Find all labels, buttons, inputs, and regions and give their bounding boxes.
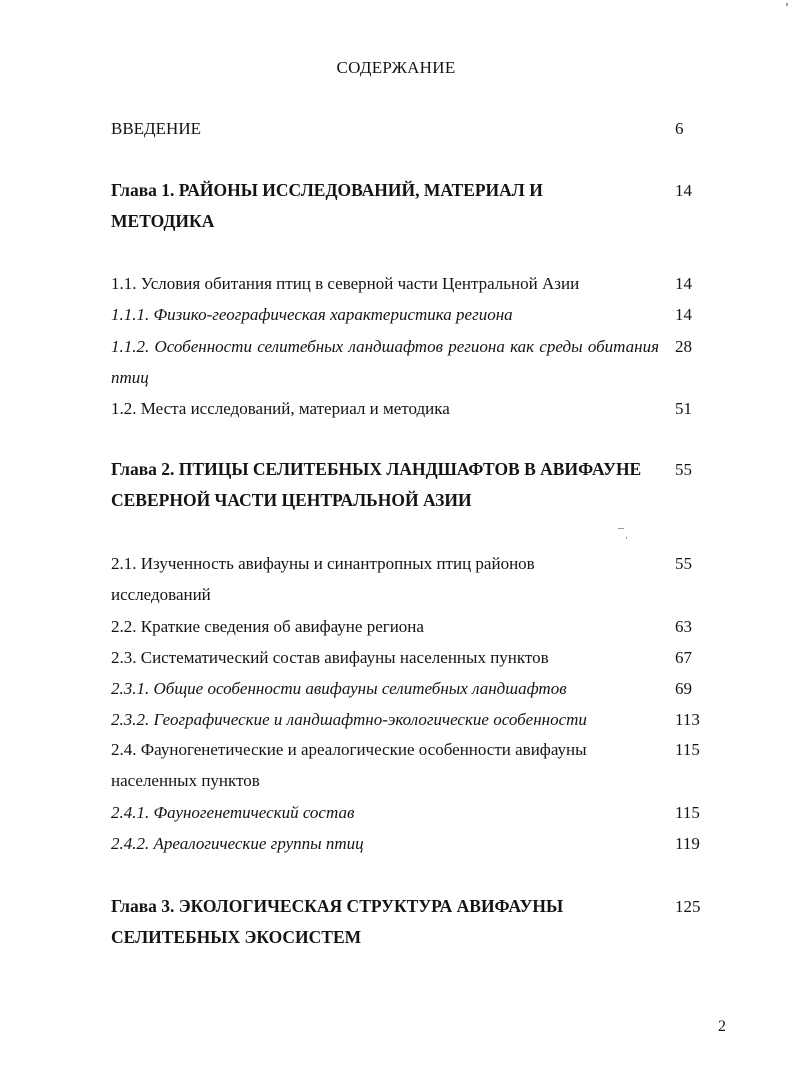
toc-entry-page: 14 [675,274,692,293]
toc-section-2-2 [111,611,707,642]
scan-speck [626,537,627,539]
toc-entry-text: 2.1. Изученность авифауны и синантропных птиц районов исследований [111,554,535,604]
toc-entry-page: 6 [675,119,684,138]
toc-subsection-1-1-2 [111,331,707,393]
toc-chapter-1 [111,175,707,237]
toc-entry-text: 2.4.1. Фауногенетический состав [111,803,355,822]
toc-entry-text: ВВЕДЕНИЕ [111,119,201,138]
toc-entry-page: 55 [675,460,692,479]
toc-entry-text: 1.1.2. Особенности селитебных ландшафтов региона как среды обитания птиц [111,337,659,387]
toc-entry-text: 1.1. Условия обитания птиц в северной части Центральной Азии [111,274,580,293]
toc-entry-text: 2.2. Краткие сведения об авифауне региона [111,617,424,636]
toc-section-2-4 [111,734,707,796]
toc-chapter-3 [111,891,707,953]
scan-speck [618,528,624,529]
toc-entry-page: 14 [675,305,692,324]
scan-speck [786,3,788,6]
toc-section-2-3 [111,642,707,673]
toc-entry-page: 67 [675,648,692,667]
toc-subsection-2-4-2 [111,828,707,859]
toc-subsection-2-3-2 [111,704,707,735]
toc-entry-page: 115 [675,740,700,759]
toc-section-1-2 [111,393,707,424]
toc-subsection-2-4-1 [111,797,707,828]
toc-entry-page: 119 [675,834,700,853]
toc-chapter-2 [111,454,707,516]
toc-section-2-1 [111,548,707,610]
toc-entry-page: 14 [675,181,692,200]
toc-entry-page: 63 [675,617,692,636]
toc-section-1-1 [111,268,707,299]
toc-entry-page: 115 [675,803,700,822]
toc-entry-page: 125 [675,897,701,916]
toc-entry-page: 28 [675,337,692,356]
toc-entry-page: 69 [675,679,692,698]
toc-entry-text: 2.3. Систематический состав авифауны населенных пунктов [111,648,549,667]
toc-entry-text: 2.3.2. Географические и ландшафтно-экологические особенности [111,710,587,729]
toc-entry-page: 55 [675,554,692,573]
toc-entry-text: 2.4.2. Ареалогические группы птиц [111,834,364,853]
toc-entry-page: 113 [675,710,700,729]
toc-entry-text: Глава 2. ПТИЦЫ СЕЛИТЕБНЫХ ЛАНДШАФТОВ В АВИФАУНЕ СЕВЕРНОЙ ЧАСТИ ЦЕНТРАЛЬНОЙ АЗИИ [111,459,642,510]
toc-entry-introduction [111,113,707,144]
page-number: 2 [718,1018,726,1035]
toc-subsection-1-1-1 [111,299,707,330]
toc-entry-text: 1.1.1. Физико-географическая характеристика региона [111,305,513,324]
toc-entry-text: Глава 3. ЭКОЛОГИЧЕСКАЯ СТРУКТУРА АВИФАУНЫ СЕЛИТЕБНЫХ ЭКОСИСТЕМ [111,896,564,947]
toc-entry-text: 2.4. Фауногенетические и ареалогические особенности авифауны населенных пунктов [111,740,587,790]
toc-entry-text: 2.3.1. Общие особенности авифауны селитебных ландшафтов [111,679,567,698]
toc-subsection-2-3-1 [111,673,707,704]
toc-entry-text: Глава 1. РАЙОНЫ ИССЛЕДОВАНИЙ, МАТЕРИАЛ И МЕТОДИКА [111,180,543,231]
toc-entry-page: 51 [675,399,692,418]
toc-entry-text: 1.2. Места исследований, материал и методика [111,399,450,418]
page-title: СОДЕРЖАНИЕ [336,58,456,77]
